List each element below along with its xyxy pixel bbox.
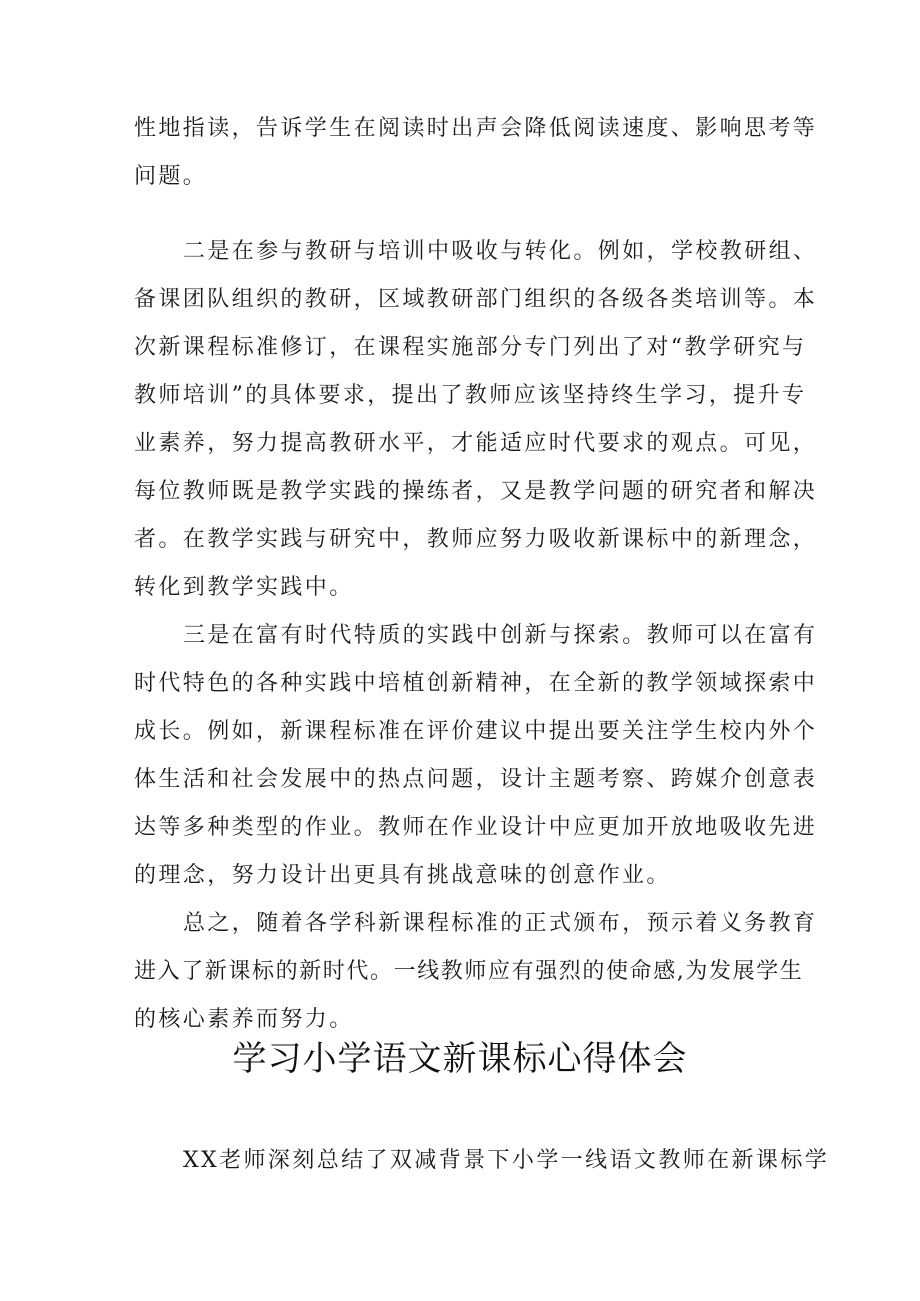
body-line: 业素养，努力提高教研水平，才能适应时代要求的观点。可见，: [134, 431, 818, 456]
body-line: 体生活和社会发展中的热点问题，设计主题考察、跨媒介创意表: [134, 767, 818, 792]
body-line: 每位教师既是教学实践的操练者，又是教学问题的研究者和解决: [134, 479, 818, 504]
body-line: 成长。例如，新课程标准在评价建议中提出要关注学生校内外个: [134, 719, 818, 744]
document-title: 学习小学语文新课标心得体会: [232, 1039, 688, 1079]
body-line: 次新课程标准修订，在课程实施部分专门列出了对“教学研究与: [134, 335, 807, 360]
body-line: 的理念，努力设计出更具有挑战意味的创意作业。: [134, 863, 671, 888]
body-line: 的核心素养而努力。: [134, 1007, 354, 1032]
paragraph-first-line: 三是在富有时代特质的实践中创新与探索。教师可以在富有: [183, 623, 818, 648]
paragraph-first-line: 二是在参与教研与培训中吸收与转化。例如，学校教研组、: [183, 239, 818, 264]
body-line: 问题。: [134, 164, 208, 189]
body-line: 时代特色的各种实践中培植创新精神，在全新的教学领域探索中: [134, 671, 818, 696]
body-line: 转化到教学实践中。: [134, 575, 354, 600]
body-line: 者。在教学实践与研究中，教师应努力吸收新课标中的新理念，: [134, 527, 818, 552]
paragraph-first-line: 总之，随着各学科新课程标准的正式颁布，预示着义务教育: [183, 911, 818, 936]
body-line: 进入了新课标的新时代。一线教师应有强烈的使命感,为发展学生: [134, 959, 804, 984]
body-line: 性地指读，告诉学生在阅读时出声会降低阅读速度、影响思考等: [134, 116, 818, 141]
body-line: 达等多种类型的作业。教师在作业设计中应更加开放地吸收先进: [134, 815, 818, 840]
paragraph-first-line: XX老师深刻总结了双减背景下小学一线语文教师在新课标学: [183, 1148, 830, 1173]
body-line: 教师培训”的具体要求，提出了教师应该坚持终生学习，提升专: [134, 383, 807, 408]
body-line: 备课团队组织的教研，区域教研部门组织的各级各类培训等。本: [134, 287, 818, 312]
